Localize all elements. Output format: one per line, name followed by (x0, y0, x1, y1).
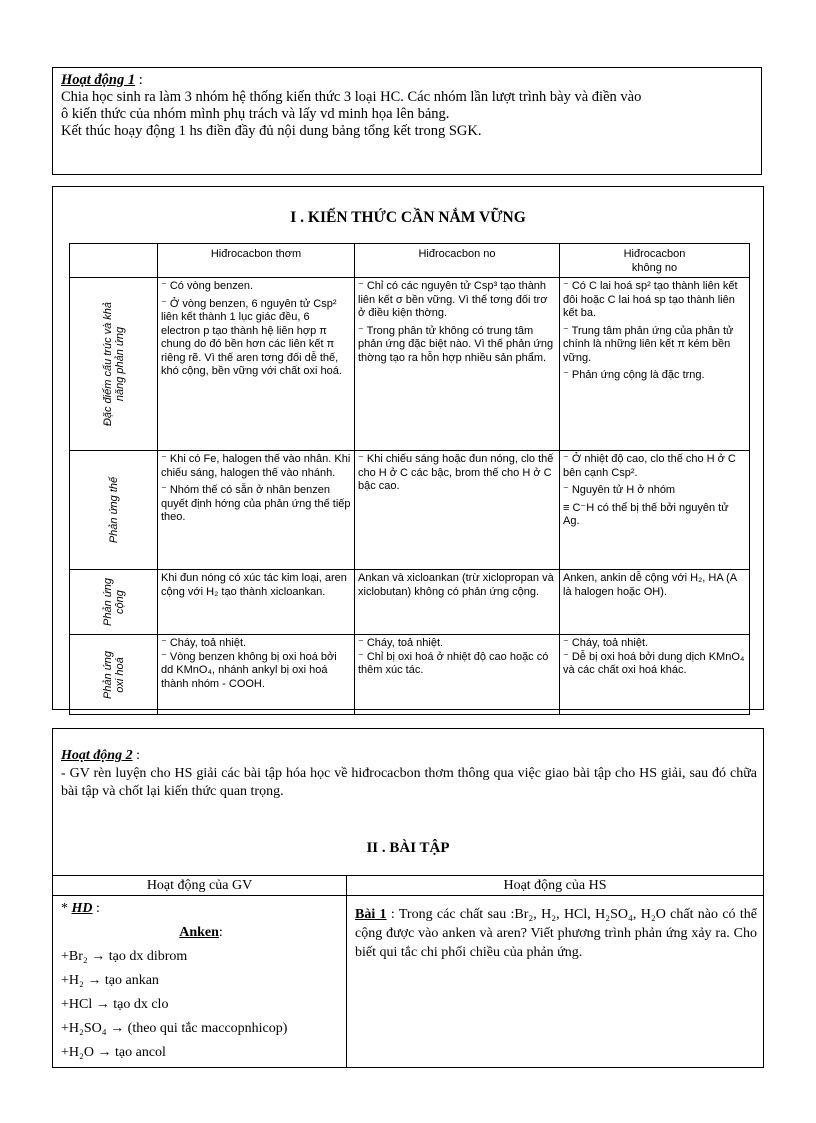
divider (53, 875, 763, 876)
list-item: +H₂ → tạo ankan (61, 973, 159, 988)
hd-label: HD (71, 901, 93, 916)
cell-text: ⁻ Khi có Fe, halogen thế vào nhân. Khi chiếu sáng, halogen thế vào nhánh. (161, 453, 351, 479)
cell-text: Anken, ankin dễ cộng với H₂, HA (A là halogen hoặc OH). (563, 572, 737, 598)
list-item: +Br₂ → tạo dx dibrom (61, 949, 188, 964)
activity2-title-line (61, 747, 757, 765)
cell-text: ⁻ Có vòng benzen. (161, 280, 254, 292)
header-aromatic: Hiđrocacbon thơm (158, 244, 355, 278)
activity1-line1: Chia học sinh ra làm 3 nhóm hệ thống kiến thức 3 loại HC. Các nhóm lần lượt trình bày và điền vào (61, 89, 642, 105)
table-cell (560, 635, 750, 715)
row-label-oxidation: Phản ứng oxi hoá (101, 650, 126, 699)
anken-line (61, 921, 341, 945)
list-item: +H₂SO₄ → (theo qui tắc maccopnhicop) (61, 1021, 288, 1036)
header-unsaturated-label: Hiđrocacbon không no (623, 248, 686, 274)
column-header-hs: Hoạt động của HS (503, 878, 607, 893)
table-row (70, 635, 750, 715)
anken-suffix: : (218, 925, 223, 940)
row-label-cell (70, 570, 158, 635)
knowledge-table (69, 243, 750, 715)
column-header-gv: Hoạt động của GV (146, 878, 253, 893)
table-cell (355, 278, 560, 451)
table-cell (158, 570, 355, 635)
cell-text: ⁻ Nguyên tử H ở nhóm (563, 484, 676, 496)
header-empty-cell (70, 244, 158, 278)
activity2-title-suffix: : (132, 748, 140, 763)
cell-text: ⁻ Dễ bị oxi hoá bởi dung dịch KMnO₄ và các chất oxi hoá khác. (563, 650, 745, 676)
table-cell (158, 278, 355, 451)
cell-text: ⁻ Ở nhiệt độ cao, clo thế cho H ở C bên cạnh Csp². (563, 453, 736, 479)
list-item: +H₂O → tạo ancol (61, 1045, 166, 1060)
divider (53, 895, 763, 896)
table-cell (158, 451, 355, 570)
activity1-line2: ô kiến thức của nhóm mình phụ trách và lấy vd minh họa lên bảng. (61, 106, 450, 122)
cell-text: ⁻ Trung tâm phản ứng của phân tử chính là những liên kết π kém bền vững. (563, 324, 734, 364)
anken-label: Anken (179, 925, 219, 940)
cell-text: ⁻ Có C lai hoá sp² tạo thành liên kết đôi hoặc C lai hoá sp tạo thành liên kết ba. (563, 280, 738, 319)
cell-text: ⁻ Vòng benzen không bị oxi hoá bởi dd KMnO₄, nhánh ankyl bị oxi hoá thành nhóm - COOH. (161, 650, 337, 690)
activity1-title-line (61, 72, 753, 89)
cell-text: ⁻ Phản ứng cộng là đặc trng. (563, 369, 705, 381)
cell-text: ⁻ Khi chiếu sáng hoặc đun nóng, clo thế cho H ở C các bậc, brom thế cho H ở C bậc cao. (358, 453, 554, 492)
activity2-box (52, 728, 764, 1068)
list-item: +HCl → tạo dx clo (61, 997, 169, 1012)
header-saturated: Hiđrocacbon no (355, 244, 560, 278)
activity2-intro (61, 747, 757, 801)
cell-text: ⁻ Trong phân tử không có trung tâm phản ứng đặc biệt nào. Vì thế phản ứng thờng tạo ra hỗn hợp nhiều sản phẩm. (358, 324, 554, 364)
cell-text: Ankan và xicloankan (trừ xiclopropan và xiclobutan) không có phản ứng cộng. (358, 572, 554, 598)
table-cell (560, 278, 750, 451)
table-cell (355, 570, 560, 635)
knowledge-box (52, 186, 764, 710)
row-label-structure: Đặc điểm cấu trúc và khả năng phản ứng (101, 301, 126, 427)
table-row (70, 451, 750, 570)
table-header-row (70, 244, 750, 278)
row-label-addition: Phản ứng cộng (101, 578, 126, 626)
table-cell (560, 570, 750, 635)
row-label-cell (70, 451, 158, 570)
gv-activity (61, 897, 341, 1065)
row-label-substitution: Phản ứng thế (107, 476, 120, 544)
activity1-title: Hoạt động 1 (61, 72, 136, 88)
cell-text: ≡ C⁻H có thể bị thế bởi nguyên tử Ag. (563, 501, 729, 527)
header-unsaturated (560, 244, 750, 278)
column-divider (346, 875, 347, 1067)
table-row (70, 570, 750, 635)
table-cell (560, 451, 750, 570)
table-cell (355, 635, 560, 715)
bai1-label: Bài 1 (355, 907, 387, 922)
section2-heading: II . BÀI TẬP (366, 840, 450, 856)
row-label-cell (70, 635, 158, 715)
cell-text: ⁻ Cháy, toả nhiệt. (358, 637, 444, 649)
hd-suffix: : (92, 901, 100, 916)
activity1-line3: Kết thúc hoạy động 1 hs điền đầy đủ nội dung bảng tổng kết trong SGK. (61, 123, 482, 139)
cell-text: ⁻ Cháy, toả nhiệt. (563, 637, 649, 649)
cell-text: ⁻ Chỉ bị oxi hoá ở nhiệt độ cao hoặc có thêm xúc tác. (358, 650, 549, 676)
row-label-cell (70, 278, 158, 451)
activity2-title: Hoạt động 2 (61, 748, 133, 763)
activity1-box (52, 67, 762, 175)
table-row (70, 278, 750, 451)
bai1-text: : Trong các chất sau :Br₂, H₂, HCl, H₂SO₄, H₂O chất nào có thể cộng được vào anken và aren? Viết phương trình phản ứng xảy ra. Cho biết qui tắc chi phối chiều của phản ứng. (355, 907, 757, 960)
table-cell (355, 451, 560, 570)
cell-text: ⁻ Cháy, toả nhiệt. (161, 637, 247, 649)
cell-text: ⁻ Ở vòng benzen, 6 nguyên tử Csp² liên kết thành 1 lục giác đều, 6 electron p tạo thành hệ liên hợp π chung do đó bền hơn các liên kết π riêng rẽ. Vì thế aren tơng đối dễ thế, khó cộng, bền vững với chất oxi hoá. (161, 297, 342, 377)
cell-text: Khi đun nóng có xúc tác kim loại, aren cộng với H₂ tạo thành xicloankan. (161, 572, 347, 598)
hd-line: * HD : (61, 901, 100, 916)
cell-text: ⁻ Nhóm thế có sẵn ở nhân benzen quyết định hớng của phản ứng thế tiếp theo. (161, 484, 351, 523)
cell-text: ⁻ Chỉ có các nguyên tử Csp³ tạo thành liên kết σ bền vững. Vì thế tơng đối trơ ở điều kiện thờng. (358, 280, 548, 319)
section1-heading: I . KIẾN THỨC CẦN NẮM VỮNG (290, 209, 526, 226)
activity1-title-suffix: : (135, 72, 143, 88)
hs-activity (355, 905, 757, 962)
activity2-text: - GV rèn luyện cho HS giải các bài tập hóa học về hiđrocacbon thơm thông qua việc giao bài tập cho HS giải, sau đó chữa bài tập và chốt lại kiến thức quan trọng. (61, 766, 757, 799)
table-cell (158, 635, 355, 715)
